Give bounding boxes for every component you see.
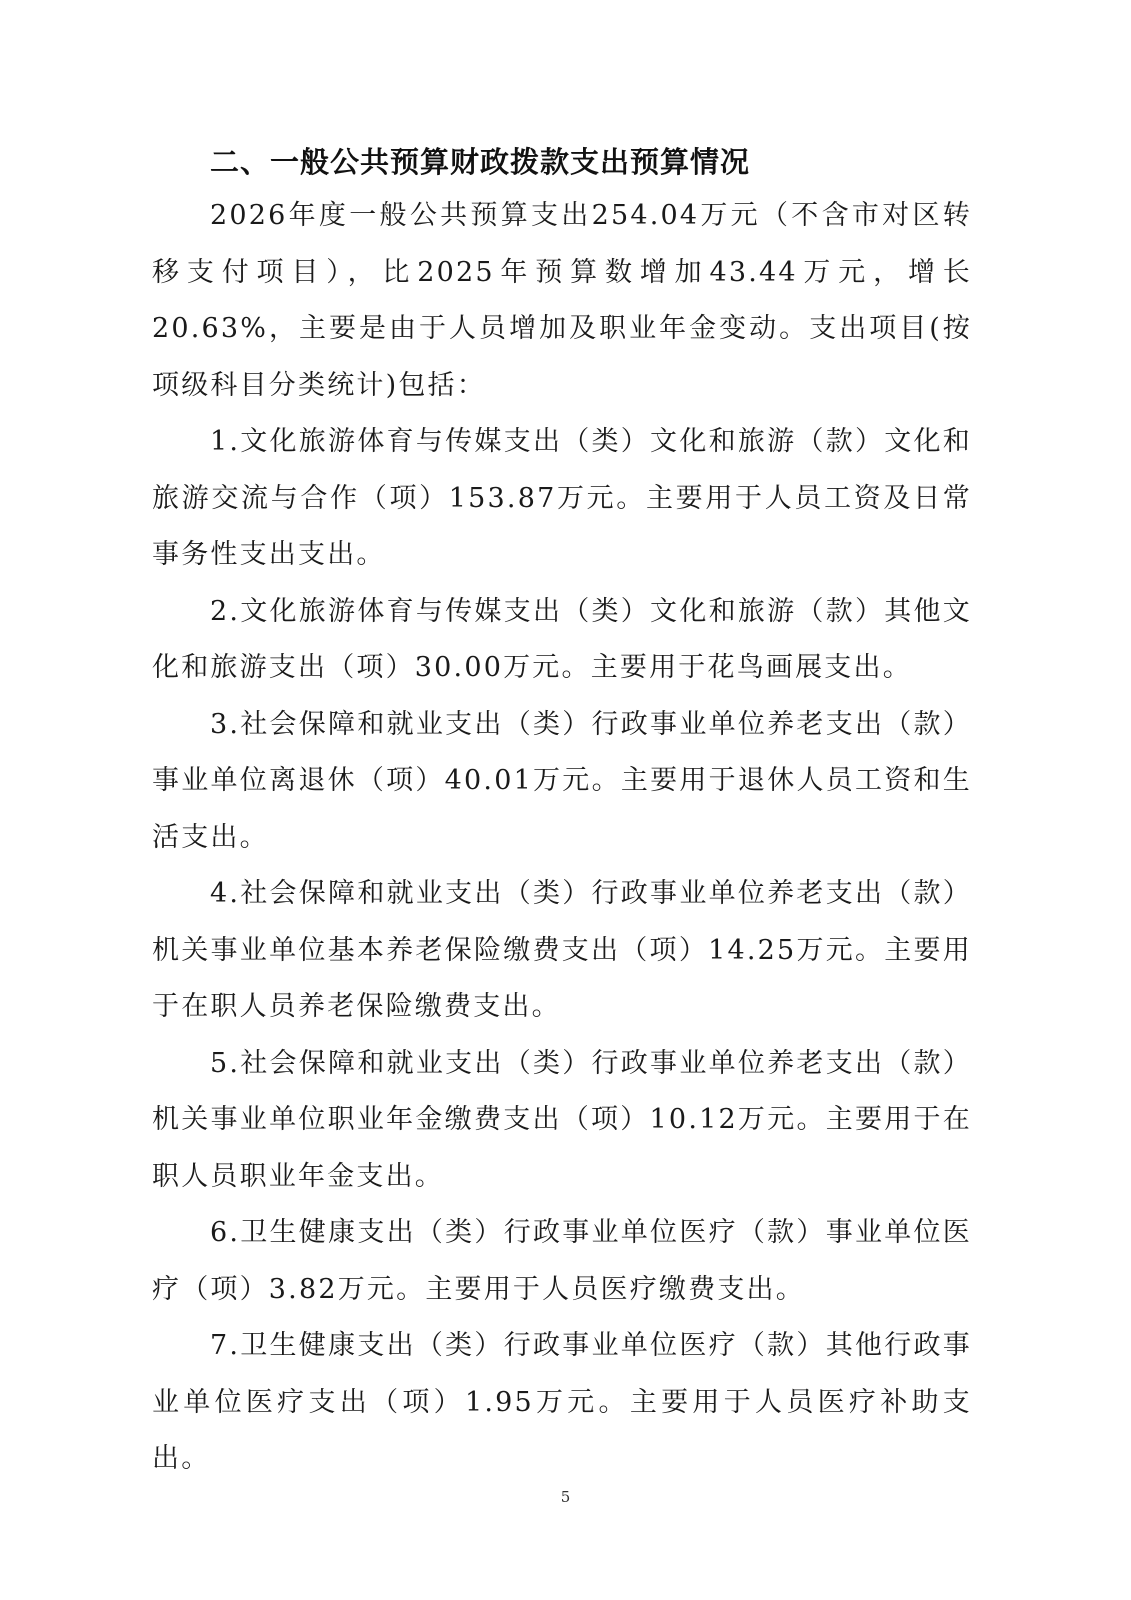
budget-summary-paragraph: 2026年度一般公共预算支出254.04万元（不含市对区转移支付项目），比2025年预算数增加43.44万元，增长20.63%，主要是由于人员增加及职业年金变动。支出项目(按项级科目分类统计)包括： bbox=[152, 200, 972, 401]
section-heading: 二、一般公共预算财政拨款支出预算情况 bbox=[210, 145, 751, 179]
page-number: 5 bbox=[560, 1488, 571, 1506]
expenditure-item-2: 2.文化旅游体育与传媒支出（类）文化和旅游（款）其他文化和旅游支出（项）30.00万元。主要用于花鸟画展支出。 bbox=[152, 595, 972, 683]
document-body bbox=[152, 138, 972, 1488]
expenditure-item-4: 4.社会保障和就业支出（类）行政事业单位养老支出（款）机关事业单位基本养老保险缴费支出（项）14.25万元。主要用于在职人员养老保险缴费支出。 bbox=[152, 878, 972, 1022]
expenditure-item-7: 7.卫生健康支出（类）行政事业单位医疗（款）其他行政事业单位医疗支出（项）1.95万元。主要用于人员医疗补助支出。 bbox=[152, 1330, 972, 1474]
expenditure-item-1: 1.文化旅游体育与传媒支出（类）文化和旅游（款）文化和旅游交流与合作（项）153.87万元。主要用于人员工资及日常事务性支出支出。 bbox=[152, 426, 972, 570]
expenditure-item-3: 3.社会保障和就业支出（类）行政事业单位养老支出（款）事业单位离退休（项）40.01万元。主要用于退休人员工资和生活支出。 bbox=[152, 708, 972, 853]
expenditure-item-6: 6.卫生健康支出（类）行政事业单位医疗（款）事业单位医疗（项）3.82万元。主要用于人员医疗缴费支出。 bbox=[152, 1217, 972, 1305]
expenditure-item-5: 5.社会保障和就业支出（类）行政事业单位养老支出（款）机关事业单位职业年金缴费支出（项）10.12万元。主要用于在职人员职业年金支出。 bbox=[152, 1047, 972, 1192]
